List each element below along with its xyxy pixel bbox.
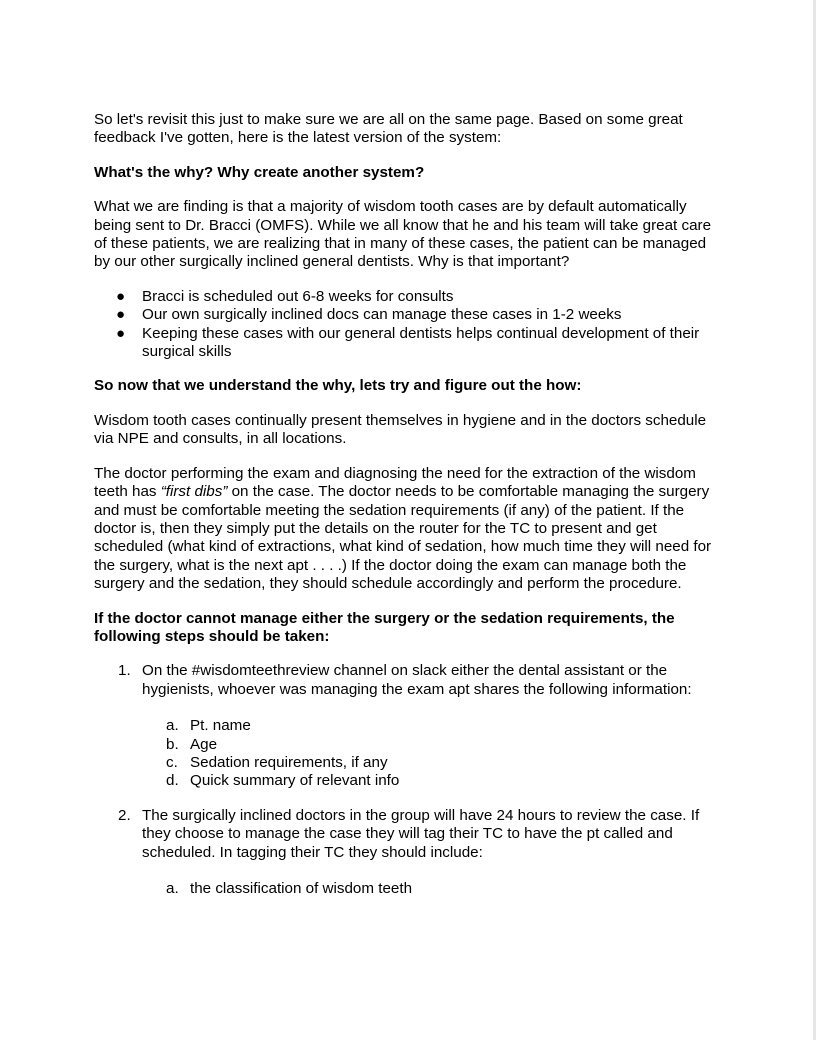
substeps-list [142, 880, 719, 898]
bullet-item [116, 287, 719, 306]
reasons-bullet-list [94, 288, 719, 362]
heading-how: So now that we understand the why, lets try and figure out the how: [94, 377, 582, 395]
first-dibs-emphasis: “first dibs” [160, 483, 228, 501]
doctor-paragraph-start: The doctor performing the exam and diagnosing the need for the extraction of the wisdom teeth has [94, 464, 696, 501]
substep-letter: d. [166, 772, 179, 790]
substep-text: Quick summary of relevant info [190, 772, 400, 790]
how-paragraph: Wisdom tooth cases continually present themselves in hygiene and in the doctors schedule via NPE and consults, in all locations. [94, 411, 707, 448]
doctor-paragraph-end: on the case. The doctor needs to be comfortable managing the surgery and must be comfortable meeting the sedation requirements (if any) of the patient. If the doctor is, then they simply put the details on the router for the TC to present and get scheduled (what kind of extractions, what kind of sedation, how much time they will need for the surgery, what is the next apt . . . .) If the doctor doing the exam can manage both the surgery and the sedation, they should schedule accordingly and perform the procedure. [94, 483, 712, 593]
substep-item [166, 772, 719, 790]
document-body [94, 111, 719, 914]
doctor-paragraph [94, 465, 719, 594]
bullet-icon: ● [116, 287, 126, 305]
substep-text: Sedation requirements, if any [190, 753, 388, 771]
bullet-text: Bracci is scheduled out 6-8 weeks for consults [142, 287, 454, 305]
substep-letter: c. [166, 753, 178, 771]
substep-item [166, 735, 719, 754]
substep-text: Pt. name [190, 717, 251, 735]
step-text: On the #wisdomteethreview channel on slack either the dental assistant or the hygienists, whoever was managing the exam apt shares the following information: [142, 662, 692, 698]
step-item [118, 662, 719, 790]
intro-paragraph: So let's revisit this just to make sure we are all on the same page. Based on some great feedback I've gotten, here is the latest version of the system: [94, 111, 683, 147]
substep-item [166, 717, 719, 735]
why-paragraph: What we are finding is that a majority of wisdom tooth cases are by default automatically being sent to Dr. Bracci (OMFS). While we all know that he and his team will take great care of these patients, we are realizing that in many of these cases, the patient can be managed by our other surgically inclined general dentists. Why is that important? [94, 198, 712, 271]
heading-why: What's the why? Why create another system? [94, 163, 425, 181]
steps-list [94, 662, 719, 898]
bullet-item [116, 324, 719, 362]
heading-steps: If the doctor cannot manage either the surgery or the sedation requirements, the following steps should be taken: [94, 609, 675, 645]
substep-item [166, 880, 719, 898]
substep-letter: b. [166, 735, 179, 753]
substeps-list [142, 717, 719, 791]
bullet-text: Keeping these cases with our general dentists helps continual development of their surgical skills [142, 324, 700, 361]
bullet-item [116, 306, 719, 324]
step-text: The surgically inclined doctors in the group will have 24 hours to review the case. If they choose to manage the case they will tag their TC to have the pt called and scheduled. In tagging their TC they should include: [142, 806, 700, 861]
substep-letter: a. [166, 880, 179, 897]
substep-text: Age [190, 735, 218, 753]
substep-letter: a. [166, 717, 179, 735]
substep-item [166, 753, 719, 772]
step-number: 2. [118, 806, 131, 824]
bullet-icon: ● [116, 306, 126, 324]
step-item [118, 806, 719, 899]
bullet-text: Our own surgically inclined docs can manage these cases in 1-2 weeks [142, 306, 622, 324]
bullet-icon: ● [116, 324, 126, 342]
substep-text: the classification of wisdom teeth [190, 880, 413, 897]
step-number: 1. [118, 662, 131, 680]
